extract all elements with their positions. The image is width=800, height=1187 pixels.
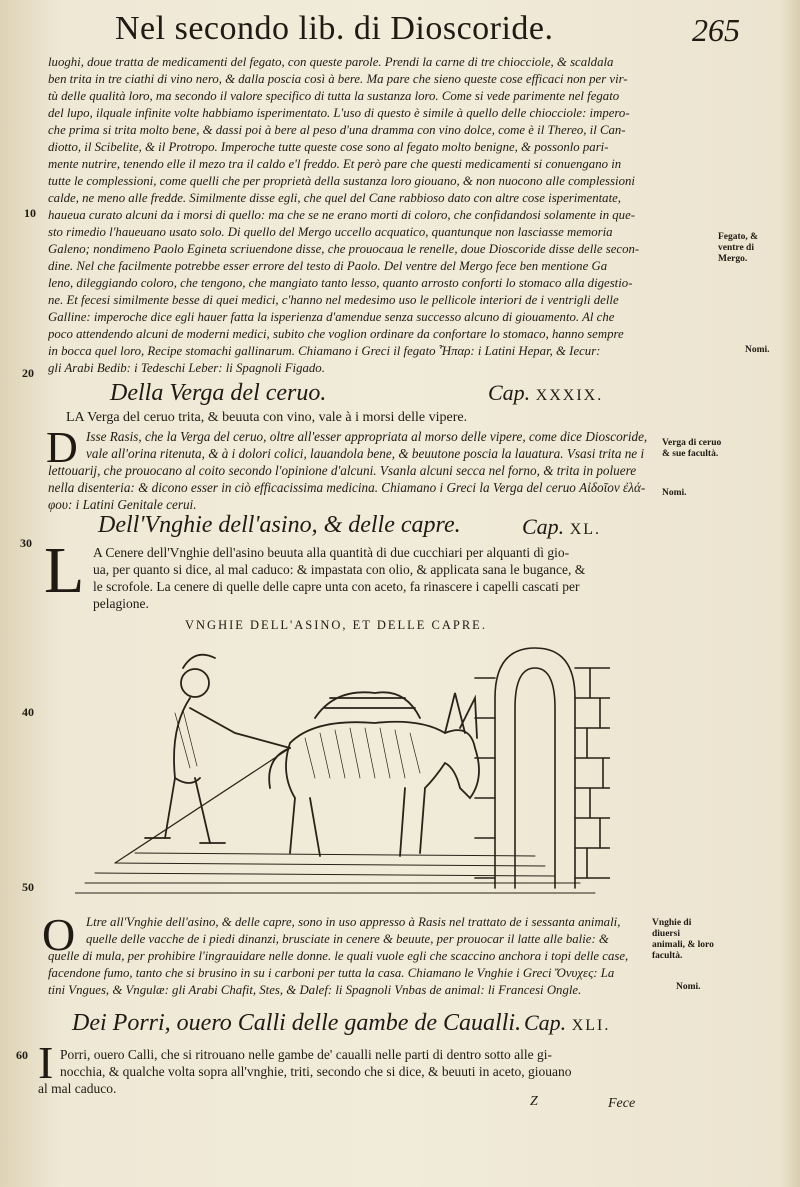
- text-line: poco attendendo alcuni de moderni medici, subito che voglion ordinare da confortare lo stomaco, hanno sempre: [48, 327, 624, 341]
- text-line: ne. Et fecesi similmente besse di quei medici, c'hanno nel medesimo uso le pellicole interiori de i ventrigli delle: [48, 293, 619, 307]
- catchword: Fece: [608, 1096, 636, 1111]
- text-line: lettouarij, che prouocano al coito secondo l'opinione d'alcuni. Vsanla alcuni secca nel forno, & trita in poluere: [48, 463, 637, 478]
- ground-hatching: [75, 853, 595, 893]
- signature-mark: Z: [530, 1094, 538, 1109]
- man-figure: [115, 655, 290, 863]
- text-line: quelle delle vacche de i piedi dinanzi, brusciate in cenere & beuute, per prouocar il latte alle balie: &: [86, 932, 609, 946]
- running-header: [60, 8, 740, 58]
- text-line: Isse Rasis, che la Verga del ceruo, oltre all'esser appropriata al morso delle vipere, come dice Dioscoride,: [86, 429, 648, 444]
- margin-note: Nomi.: [676, 982, 701, 992]
- text-line: Galline: imperoche dice egli hauer fatta la isperienza d'amendue senza successo alcuno di giouamento. Al che: [48, 310, 615, 324]
- text-line: φου: i Latini Genitale cerui.: [48, 497, 197, 512]
- running-title: Nel secondo lib. di Dioscoride.: [115, 10, 554, 47]
- text-line: Ltre all'Vnghie dell'asino, & delle capre, sono in uso appresso à Rasis nel trattato de i sessanta animali,: [86, 915, 621, 929]
- text-line: diotto, il Scibelite, & il Protropo. Imperoche tutte queste cose sono al fegato molto benigne, & possonlo pari-: [48, 140, 609, 154]
- chapter-39-summary: LA Verga del ceruo trita, & beuuta con vino, vale à i morsi delle vipere.: [66, 410, 468, 425]
- text-line: vale all'orina ritenuta, & à i dolori colici, lauandola bene, & beuutone poscia la lauatura. Vsasi trita ne i: [86, 446, 645, 461]
- stone-doorway: [475, 648, 610, 888]
- line-number: 50: [22, 880, 34, 894]
- figure-caption: VNGHIE DELL'ASINO, ET DELLE CAPRE.: [185, 618, 487, 632]
- chapter-40-commentary: [48, 914, 648, 999]
- text-line: Galeno; nondimeno Paolo Egineta scriuendone disse, che prouocaua le renelle, doue Dioscoride disse delle secon-: [48, 242, 640, 256]
- text-line: le scrofole. La cenere di quelle delle capre unta con aceto, fa rinascere i capelli cascati per: [93, 579, 580, 594]
- text-line: Porri, ouero Calli, che si ritrouano nelle gambe de' caualli nelle parti di dentro sotto alle gi-: [60, 1047, 553, 1062]
- text-line: che prima si trita molto bene, & dassi poi à bere al peso d'una dramma con vino dolce, come è il Thereo, il Can-: [48, 123, 626, 137]
- text-line: tini Vngues, & Vngulæ: gli Arabi Chafit, Stes, & Dalef: li Spagnoli Vnbas de animal: li Francesi Ongle.: [48, 983, 582, 997]
- margin-note: Verga di ceruo & sue facultà.: [662, 438, 722, 459]
- margin-note: Fegato, & ventre di Mergo.: [718, 232, 759, 264]
- text-line: calde, ne meno alle fredde. Similmente disse egli, che quel del Cane rabbioso dato con altre cose isperimentate,: [48, 191, 622, 205]
- line-number: 30: [20, 536, 32, 550]
- margin-note: Nomi.: [745, 345, 770, 355]
- line-number: 20: [22, 366, 34, 380]
- chapter-40-title: Dell'Vnghie dell'asino, & delle capre.: [98, 512, 461, 538]
- chapter-39-title: Della Verga del ceruo.: [110, 380, 327, 406]
- cap-roman: XL.: [569, 521, 602, 538]
- text-line: tù delle qualità loro, ma secondo il valore specifico di tutta la sustanza loro. Come si vede parimente nel fegato: [48, 89, 620, 103]
- cap-roman: XXXIX.: [535, 387, 604, 404]
- chapter-38-text: [48, 54, 716, 377]
- chapter-41-title: Dei Porri, ouero Calli delle gambe de Caualli.: [72, 1010, 522, 1036]
- text-line: leno, dileggiando coloro, che tengono, che mangiato tanto lesso, quanto arrosto conforti lo stomaco alla digestio-: [48, 276, 633, 290]
- cap-roman: XLI.: [571, 1017, 611, 1034]
- text-line: gli Arabi Bedib: i Tedeschi Leber: li Spagnoli Figado.: [48, 361, 325, 375]
- dropcap-o: O: [42, 909, 76, 960]
- text-line: A Cenere dell'Vnghie dell'asino beuuta alla quantità di due cucchiari per alquanti dì gio-: [93, 545, 570, 560]
- chapter-40-text: [93, 544, 663, 612]
- dropcap-d: D: [46, 423, 78, 472]
- page-number: 265: [692, 12, 740, 48]
- text-line: quelle di mula, per prohibire l'ingrauidare nelle donne. le quali vuole egli che scaccino anchora i topi delle case,: [48, 949, 629, 963]
- text-line: facendone fumo, tanto che si brusino in su i carboni per tutta la casa. Chiamano le Vnghie i Greci Ὄνυχες: La: [48, 966, 615, 980]
- dropcap-l: L: [44, 534, 85, 607]
- cap-word: Cap.: [488, 380, 531, 405]
- margin-note: Vnghie di diuersi animali, & loro facultà.: [652, 918, 714, 961]
- text-line: mente nutrire, tenendo elle il mezo tra il caldo e'l freddo. Et però pare che questi medicamenti si conuengano in: [48, 157, 622, 171]
- text-line: ua, per quanto si dice, al mal caduco: & impastata con olio, & applicata sana le bugance, &: [93, 562, 586, 577]
- cap-word: Cap.: [522, 514, 565, 539]
- text-line: sto rimedio l'haueuano usato solo. Di quello del Mergo uccello acquatico, quantunque non lasciasse memoria: [48, 225, 613, 239]
- chapter-41-number: [524, 1010, 610, 1036]
- dropcap-i: I: [38, 1037, 54, 1088]
- chapter-40-number: [522, 514, 601, 540]
- text-line: tutte le complessioni, come quelli che per proprietà della sustanza loro giouano, & non nuocono alle complessioni: [48, 174, 635, 188]
- text-line: ben trita in tre ciathi di vino nero, & dalla poscia così à bere. Ma pare che sieno queste cose efficaci non per vir-: [48, 72, 628, 86]
- text-line: in bocca quel loro, Recipe stomachi gallinarum. Chiamano i Greci il fegato Ἧπαρ: i Latini Hepar, & Iecur:: [48, 344, 601, 358]
- text-line: luoghi, doue tratta de medicamenti del fegato, con queste parole. Prendi la carne di tre chiocciole, & scaldala: [48, 55, 614, 69]
- woodcut-illustration: [75, 638, 610, 900]
- text-line: haueua curato alcuni da i morsi di quello: ma che se ne erano morti di coloro, che confidandosi solamente in que-: [48, 208, 636, 222]
- text-line: pelagione.: [93, 596, 149, 611]
- text-line: dine. Nel che facilmente potrebbe esser errore del testo di Paolo. Del ventre del Mergo fece ben mentione Ga: [48, 259, 608, 273]
- text-line: nocchia, & qualche volta sopra all'vnghie, triti, secondo che si dice, & beuuti in aceto, giouano: [60, 1064, 572, 1079]
- text-line: del lupo, ilquale infinite volte habbiamo isperimentato. L'uso di questo è simile à quello delle chiocciole: impero-: [48, 106, 630, 120]
- margin-note: Nomi.: [662, 488, 687, 498]
- chapter-39-text: [46, 423, 660, 513]
- cap-word: Cap.: [524, 1010, 567, 1035]
- chapter-41-text: [38, 1046, 658, 1097]
- text-line: nella disenteria: & dicono esser in ciò efficacissima medicina. Chiamano i Greci la Verga del ceruo Αἰδοῖον ἐλά-: [48, 480, 646, 495]
- line-number: 10: [24, 206, 36, 220]
- line-number: 60: [16, 1048, 28, 1062]
- line-number: 40: [22, 705, 34, 719]
- text-line: al mal caduco.: [38, 1081, 117, 1096]
- chapter-39-number: [488, 380, 603, 406]
